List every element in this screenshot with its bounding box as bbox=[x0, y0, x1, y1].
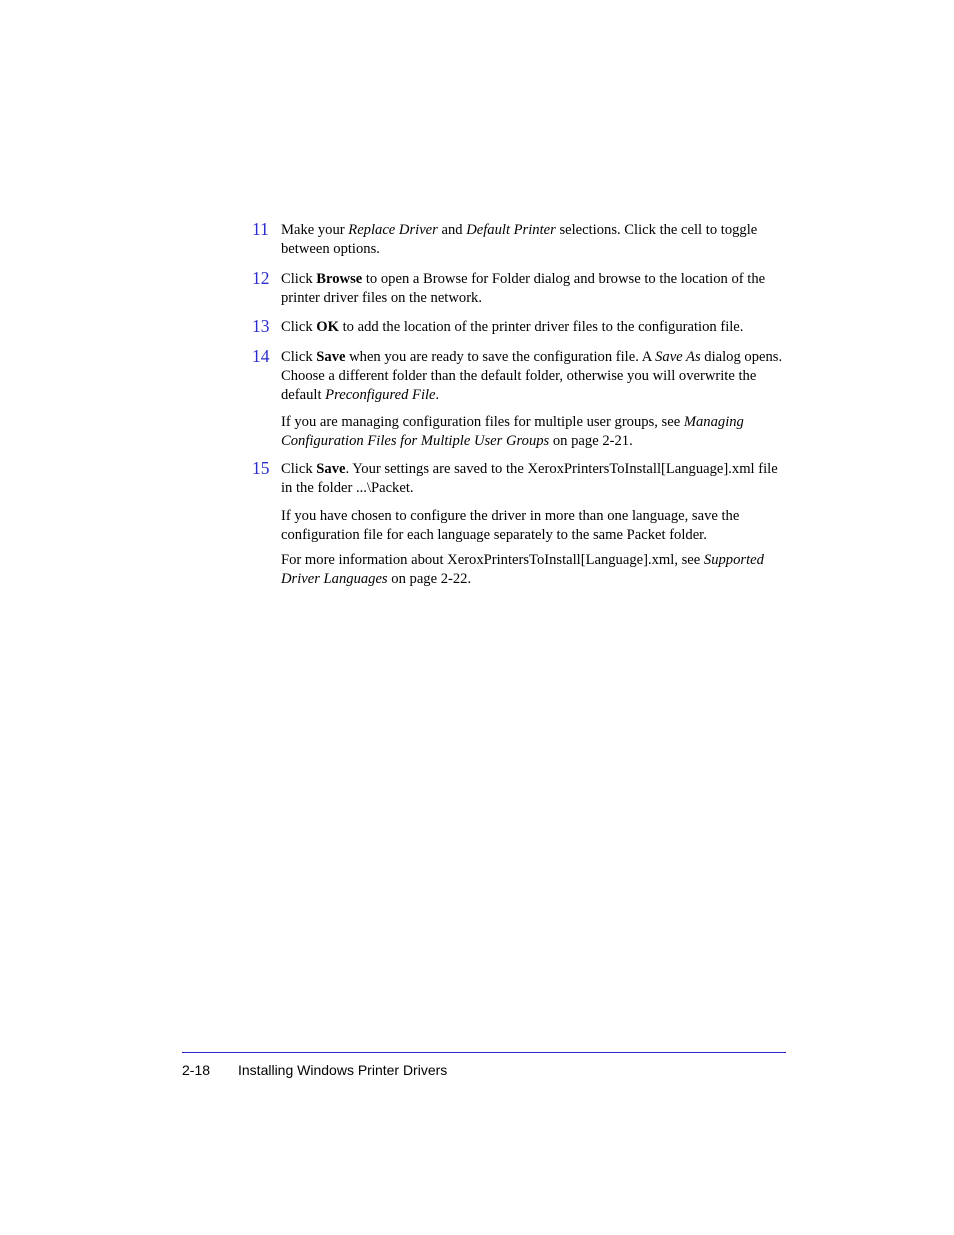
cross-reference-link[interactable]: Managing Configuration Files for Multiple User Groups bbox=[281, 414, 744, 449]
footer-chapter-title: Installing Windows Printer Drivers bbox=[238, 1062, 448, 1078]
step-text: Click Browse to open a Browse for Folder dialog and browse to the location of the printer driver files on the network. bbox=[281, 271, 766, 306]
step-number: 11 bbox=[252, 219, 269, 239]
step-15-more-info: For more information about XeroxPrintersToInstall[Language].xml, see Supported Driver Languages on page 2-22. bbox=[281, 552, 764, 587]
footer-page-number: 2-18 bbox=[182, 1062, 211, 1078]
step-12 bbox=[252, 270, 792, 308]
step-text: Click Save. Your settings are saved to the XeroxPrintersToInstall[Language].xml file in the folder ...\Packet. bbox=[281, 461, 778, 496]
step-15-paragraph: If you have chosen to configure the driver in more than one language, save the configuration file for each language separately to the same Packet folder. bbox=[281, 508, 740, 543]
step-text: Make your Replace Driver and Default Printer selections. Click the cell to toggle between options. bbox=[281, 222, 758, 257]
ui-term: Default Printer bbox=[466, 222, 556, 238]
button-term: Save bbox=[316, 349, 346, 365]
cross-reference-link[interactable]: Supported Driver Languages bbox=[281, 552, 764, 587]
step-text: Click Save when you are ready to save the configuration file. A Save As dialog opens. Choose a different folder than the default folder, otherwise you will overwrite the default Preconfigured File. bbox=[281, 349, 783, 403]
step-14-note: If you are managing configuration files for multiple user groups, see Managing Configuration Files for Multiple User Groups on page 2-21. bbox=[281, 414, 744, 449]
step-number: 12 bbox=[252, 268, 270, 288]
button-term: Browse bbox=[316, 271, 363, 287]
step-text: Click OK to add the location of the printer driver files to the configuration file. bbox=[281, 319, 744, 335]
step-15 bbox=[252, 460, 792, 498]
ui-term: Replace Driver bbox=[348, 222, 438, 238]
step-14 bbox=[252, 348, 792, 405]
ui-term: Preconfigured File bbox=[325, 387, 436, 403]
step-number: 14 bbox=[252, 346, 270, 366]
step-13 bbox=[252, 318, 792, 337]
footer-rule bbox=[182, 1052, 786, 1053]
ui-term: Save As bbox=[655, 349, 701, 365]
button-term: Save bbox=[316, 461, 346, 477]
step-11 bbox=[252, 221, 792, 259]
button-term: OK bbox=[316, 319, 339, 335]
step-number: 13 bbox=[252, 316, 270, 336]
step-number: 15 bbox=[252, 458, 270, 478]
